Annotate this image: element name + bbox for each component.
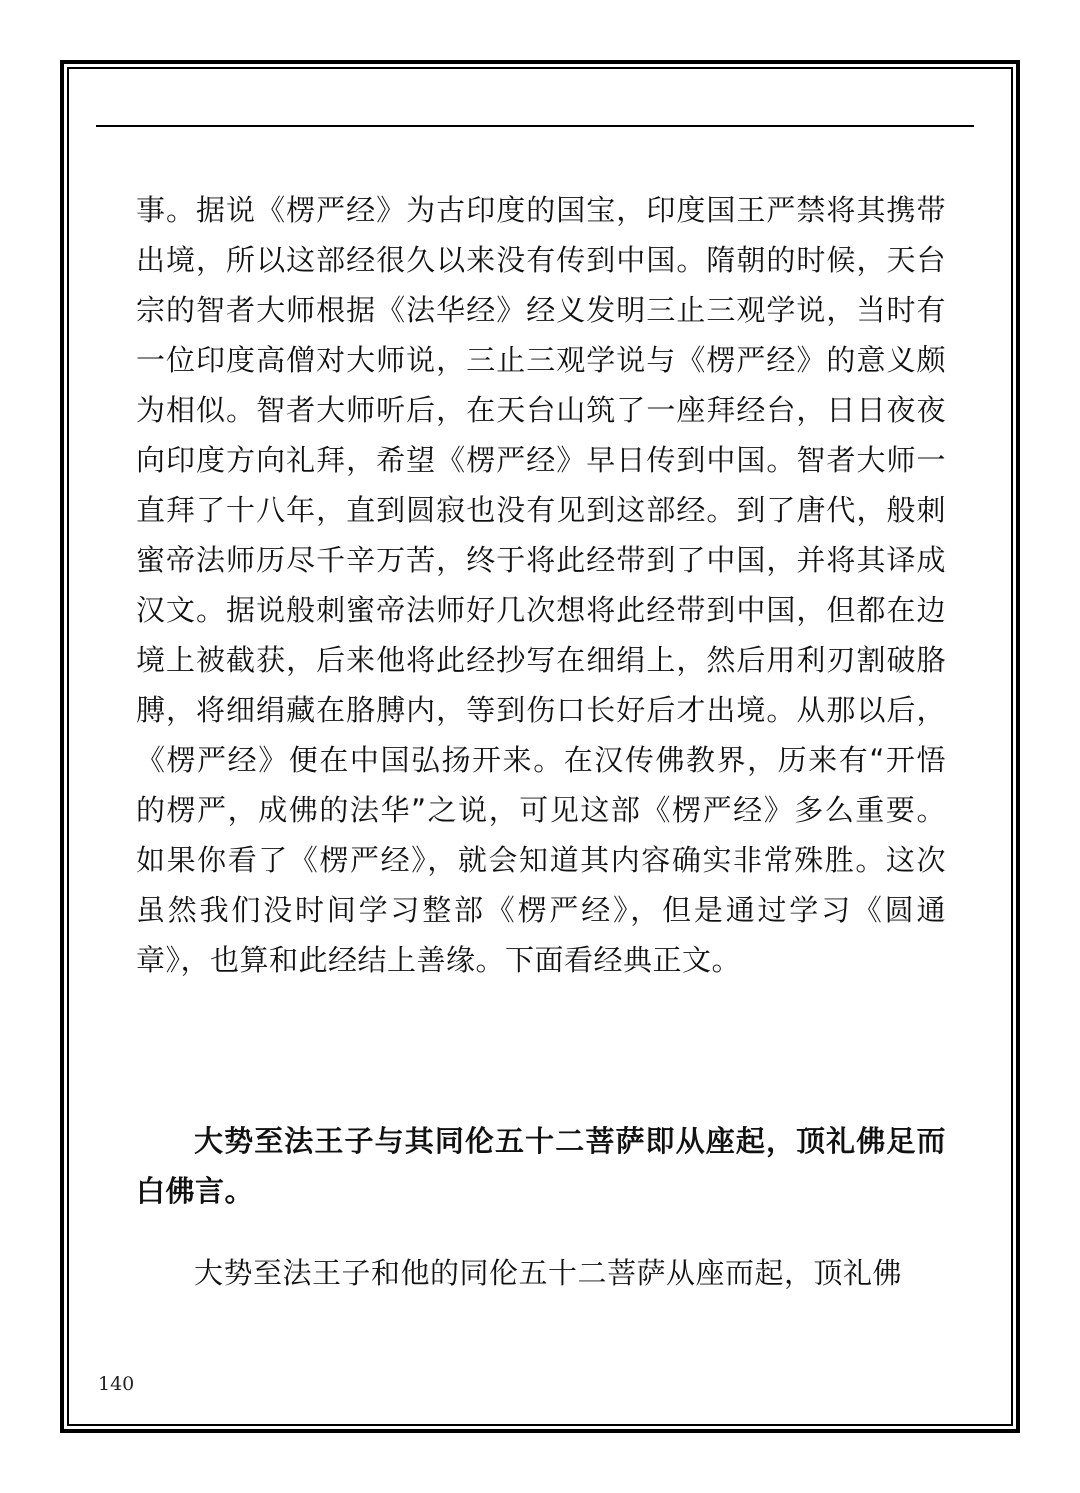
page-number: 140 bbox=[98, 1373, 135, 1395]
commentary-paragraph: 大势至法王子和他的同伦五十二菩萨从座而起，顶礼佛 bbox=[194, 1256, 903, 1290]
header-rule bbox=[96, 125, 974, 127]
sutra-verse: 大势至法王子与其同伦五十二菩萨即从座起，顶礼佛足而白佛言。 bbox=[136, 1124, 946, 1208]
body-paragraph: 事。据说《楞严经》为古印度的国宝，印度国王严禁将其携带出境，所以这部经很久以来没有传到中国。隋朝的时候，天台宗的智者大师根据《法华经》经义发明三止三观学说，当时有一位印度高僧对大师说，三止三观学说与《楞严经》的意义颇为相似。智者大师听后，在天台山筑了一座拜经台，日日夜夜向印度方向礼拜，希望《楞严经》早日传到中国。智者大师一直拜了十八年，直到圆寂也没有见到这部经。到了唐代，般刺蜜帝法师历尽千辛万苦，终于将此经带到了中国，并将其译成汉文。据说般刺蜜帝法师好几次想将此经带到中国，但都在边境上被截获，后来他将此经抄写在细绢上，然后用利刃割破胳膊，将细绢藏在胳膊内，等到伤口长好后才出境。从那以后，《楞严经》便在中国弘扬开来。在汉传佛教界，历来有“开悟的楞严，成佛的法华”之说，可见这部《楞严经》多么重要。如果你看了《楞严经》，就会知道其内容确实非常殊胜。这次虽然我们没时间学习整部《楞严经》，但是通过学习《圆通章》，也算和此经结上善缘。下面看经典正文。 bbox=[136, 193, 946, 977]
